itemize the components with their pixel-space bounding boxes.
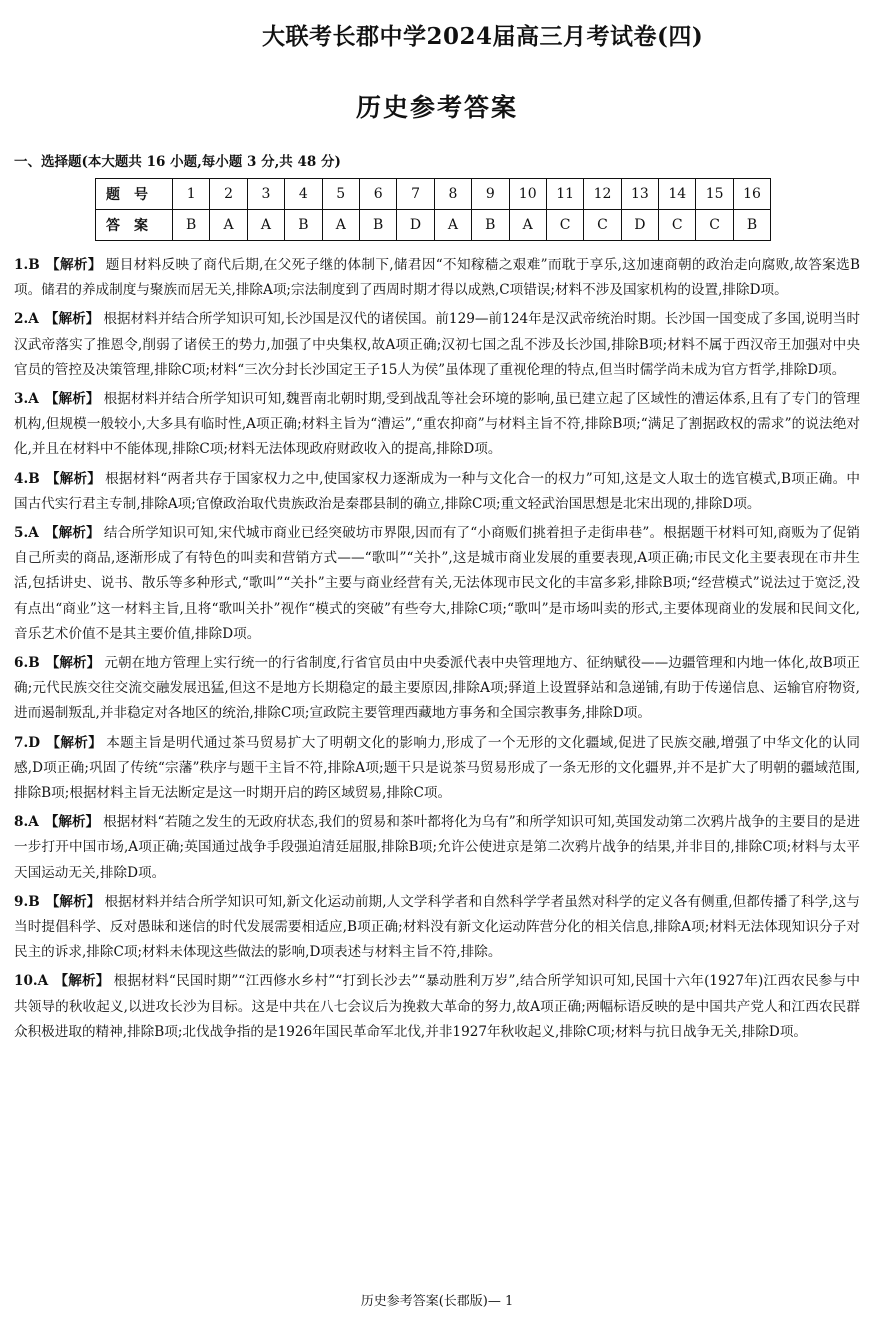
answer-cell: C <box>546 210 583 241</box>
question-number-cell: 6 <box>359 179 396 210</box>
entry-answer-number: 9.B <box>14 893 40 910</box>
document-title: 历史参考答案 <box>355 93 518 122</box>
answer-cell: C <box>659 210 696 241</box>
explanation-entry <box>14 307 860 383</box>
entry-text: 根据材料并结合所学知识可知,魏晋南北朝时期,受到战乱等社会环境的影响,虽已建立起了区域性的漕运体系,且有了专门的管理机构,但规模一般较小,大多具有临时性,A项正确;材料主旨为“漕运”,“重农抑商”与材料主旨不符,排除B项;“满足了割据政权的需求”的说法绝对化,并且在材料中不能体现,排除C项;材料无法体现政府财政收入的提高,排除D项。 <box>14 391 861 458</box>
explanation-entry <box>14 969 860 1045</box>
entry-answer-number: 6.B <box>14 655 40 672</box>
question-number-cell: 13 <box>621 179 658 210</box>
answer-cell: A <box>434 210 471 241</box>
answer-cell: A <box>322 210 359 241</box>
entry-analysis-tag: 【解析】 <box>45 470 102 487</box>
answer-table <box>95 178 771 241</box>
explanation-entry <box>14 810 860 886</box>
entry-text: 元朝在地方管理上实行统一的行省制度,行省官员由中央委派代表中央管理地方、征纳赋役——边疆管理和内地一体化,故B项正确;元代民族交往交流交融发展迅猛,但这不是地方长期稳定的最主要原因,排除A项;驿道上设置驿站和急递铺,有助于传递信息、运输官府物资,进而遏制叛乱,并非稳定对各地区的统治,排除C项;宣政院主要管理西藏地方事务和全国宗教事务,排除D项。 <box>14 655 860 722</box>
entry-answer-number: 7.D <box>14 734 40 751</box>
question-number-cell: 1 <box>173 179 210 210</box>
question-number-cell: 5 <box>322 179 359 210</box>
entry-answer-number: 2.A <box>14 311 39 328</box>
answer-cell: D <box>621 210 658 241</box>
entry-analysis-tag: 【解析】 <box>45 257 102 273</box>
answer-cell: A <box>247 210 284 241</box>
entry-answer-number: 1.B <box>14 257 40 273</box>
explanation-entry <box>14 651 860 727</box>
question-number-cell: 11 <box>546 179 583 210</box>
entry-analysis-tag: 【解析】 <box>54 973 110 990</box>
section-heading: 一、选择题(本大题共 16 小题,每小题 3 分,共 48 分) <box>14 154 341 170</box>
entry-text: 结合所学知识可知,宋代城市商业已经突破坊市界限,因而有了“小商贩们挑着担子走街串巷”。根据题干材料可知,商贩为了促销自己所卖的商品,逐渐形成了有特色的叫卖和营销方式——“歌叫”“关扑”,这是城市商业发展的重要表现,A项正确;市民文化主要表现在市井生活,包括讲史、说书、散乐等多种形式,“歌叫”“关扑”主要与商业经营有关,无法体现市民文化的丰富多彩,排除B项;“经营模式”说法过于宽泛,没有点出“商业”这一材料主旨,且将“歌叫关扑”视作“模式的突破”有些夸大,排除C项;“歌叫”是市场叫卖的形式,主要体现商业的发展和民间文化,音乐艺术价值不是其主要价值,排除D项。 <box>14 525 861 642</box>
answer-cell: B <box>285 210 322 241</box>
answer-cell: B <box>472 210 509 241</box>
question-number-cell: 14 <box>659 179 696 210</box>
explanation-list <box>14 253 860 1049</box>
entry-text: 根据材料“两者共存于国家权力之中,使国家权力逐渐成为一种与文化合一的权力”可知,这是文人取士的选官模式,B项正确。中国古代实行君主专制,排除A项;官僚政治取代贵族政治是秦郡县制的确立,排除C项;重文轻武治国思想是北宋出现的,排除D项。 <box>14 470 860 512</box>
entry-analysis-tag: 【解析】 <box>45 734 103 751</box>
answer-cell: C <box>696 210 733 241</box>
question-number-cell: 2 <box>210 179 247 210</box>
entry-text: 题目材料反映了商代后期,在父死子继的体制下,储君因“不知稼穑之艰难”而耽于享乐,这加速商朝的政治走向腐败,故答案选B项。储君的养成制度与聚族而居无关,排除A项;宗法制度到了西周时期才得以成熟,C项错误;材料不涉及国家机构的设置,排除D项。 <box>14 257 860 299</box>
answer-cell: C <box>584 210 621 241</box>
explanation-entry <box>14 467 860 517</box>
entry-answer-number: 8.A <box>14 814 39 831</box>
explanation-entry <box>14 387 860 463</box>
question-number-cell: 9 <box>472 179 509 210</box>
explanation-entry <box>14 253 860 303</box>
entry-text: 根据材料“民国时期”“江西修水乡村”“打到长沙去”“暴动胜利万岁”,结合所学知识可知,民国十六年(1927年)江西农民参与中共领导的秋收起义,以进攻长沙为目标。这是中共在八七会议后为挽救大革命的努力,故A项正确;两幅标语反映的是中国共产党人和江西农民群众积极进取的精神,排除B项;北伐战争指的是1926年国民革命军北伐,并非1927年秋收起义,排除C项;材料与抗日战争无关,排除D项。 <box>14 973 861 1040</box>
question-number-cell: 7 <box>397 179 434 210</box>
question-number-cell: 16 <box>733 179 770 210</box>
entry-analysis-tag: 【解析】 <box>45 893 101 910</box>
answer-cell: B <box>173 210 210 241</box>
explanation-entry <box>14 890 860 966</box>
entry-analysis-tag: 【解析】 <box>44 814 100 831</box>
question-number-cell: 12 <box>584 179 621 210</box>
entry-analysis-tag: 【解析】 <box>44 525 100 542</box>
entry-analysis-tag: 【解析】 <box>44 311 100 328</box>
entry-analysis-tag: 【解析】 <box>45 655 101 672</box>
row-label-question-number: 题号 <box>96 179 173 210</box>
answer-cell: D <box>397 210 434 241</box>
question-number-cell: 10 <box>509 179 546 210</box>
entry-text: 根据材料并结合所学知识可知,新文化运动前期,人文学科学者和自然科学学者虽然对科学的定义各有侧重,但都传播了科学,这与当时提倡科学、反对愚昧和迷信的时代发展需要相适应,B项正确;材料没有新文化运动阵营分化的相关信息,排除A项;材料无法体现知识分子对民主的诉求,排除C项;材料未体现这些做法的影响,D项表述与材料主旨不符,排除。 <box>14 893 861 961</box>
question-number-cell: 3 <box>247 179 284 210</box>
entry-text: 根据材料“若随之发生的无政府状态,我们的贸易和茶叶都将化为乌有”和所学知识可知,英国发动第二次鸦片战争的主要目的是进一步打开中国市场,A项正确;英国通过战争手段强迫清廷屈服,排除B项;允许公使进京是第二次鸦片战争的结果,并非目的,排除C项;材料与太平天国运动无关,排除D项。 <box>14 814 860 881</box>
question-number-row <box>96 179 771 210</box>
question-number-cell: 8 <box>434 179 471 210</box>
answer-cell: A <box>210 210 247 241</box>
question-number-cell: 4 <box>285 179 322 210</box>
answer-cell: A <box>509 210 546 241</box>
row-label-answer: 答案 <box>96 210 173 241</box>
entry-answer-number: 3.A <box>14 391 39 408</box>
explanation-entry <box>14 521 860 647</box>
answer-cell: B <box>359 210 396 241</box>
explanation-entry <box>14 731 860 807</box>
entry-answer-number: 10.A <box>14 973 49 990</box>
entry-text: 本题主旨是明代通过茶马贸易扩大了明朝文化的影响力,形成了一个无形的文化疆域,促进了民族交融,增强了中华文化的认同感,D项正确;巩固了传统“宗藩”秩序与题干主旨不符,排除A项;题干只是说茶马贸易形成了一条无形的文化疆界,并不是扩大了明朝的疆域范围,排除B项;根据材料主旨无法断定是这一时期开启的跨区域贸易,排除C项。 <box>14 734 860 802</box>
entry-answer-number: 5.A <box>14 525 39 542</box>
answer-row <box>96 210 771 241</box>
entry-analysis-tag: 【解析】 <box>44 391 100 408</box>
exam-title: 大联考长郡中学2024届高三月考试卷(四) <box>262 23 704 50</box>
entry-answer-number: 4.B <box>14 470 40 487</box>
answer-cell: B <box>733 210 770 241</box>
question-number-cell: 15 <box>696 179 733 210</box>
page-footer: 历史参考答案(长郡版)— 1 <box>360 1294 514 1309</box>
entry-text: 根据材料并结合所学知识可知,长沙国是汉代的诸侯国。前129—前124年是汉武帝统治时期。长沙国一国变成了多国,说明当时汉武帝落实了推恩令,削弱了诸侯王的势力,加强了中央集权,故A项正确;汉初七国之乱不涉及长沙国,排除B项;材料不属于西汉帝王加强对中央官员的管控及决策管理,排除C项;材料“三次分封长沙国定王子15人为侯”虽体现了重视伦理的特点,但当时儒学尚未成为官方哲学,排除D项。 <box>14 311 861 378</box>
